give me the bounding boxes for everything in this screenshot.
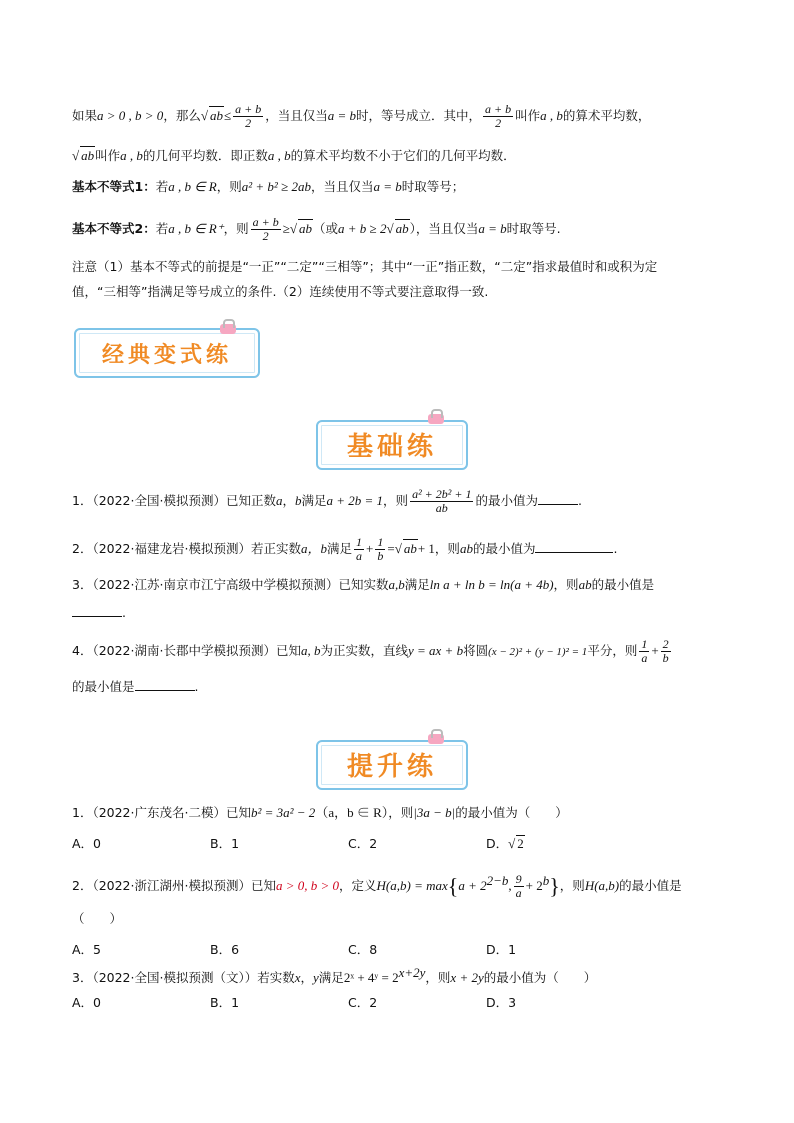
note-line-1: [72, 258, 657, 276]
advance-q1: [72, 804, 568, 822]
basic-q3: [72, 576, 654, 594]
sqrt-ab: ab: [209, 108, 223, 123]
answer-blank: [538, 504, 578, 505]
math: y: [313, 970, 319, 986]
sqrt-ab: ab: [395, 221, 409, 236]
banner-title: 经典变式练: [101, 342, 232, 368]
advance-q2-option-d: D．1: [486, 942, 517, 957]
math: a = b: [327, 108, 357, 123]
text: 1．（2022·全国·模拟预测）已知正数: [72, 493, 276, 508]
advance-q1-option-d: D．√ 2: [486, 836, 524, 851]
text: 满足: [326, 541, 352, 556]
banner-basic: [316, 410, 468, 470]
text: 时，等号成立．其中，: [356, 108, 482, 123]
sqrt-ab: ab: [403, 541, 417, 556]
math: a + 2: [458, 878, 487, 894]
answer-blank: [135, 690, 195, 691]
math: ab: [578, 577, 592, 592]
text: ，定义: [339, 878, 377, 894]
text: ，当且仅当: [265, 108, 328, 123]
text: 2．（2022·浙江湖州·模拟预测）已知: [72, 878, 276, 894]
text: 的最小值为（ ）: [483, 970, 597, 986]
advance-q2-option-a: A．5: [72, 942, 102, 957]
text: 的最小值为: [472, 541, 536, 556]
text: 3．（2022·江苏·南京市江宁高级中学模拟预测）已知实数: [72, 577, 389, 592]
advance-q3-option-d: D．3: [486, 995, 517, 1010]
note-line-2: [72, 283, 488, 301]
text: （ ）: [72, 911, 123, 926]
text: 为正实数，直线: [320, 643, 408, 658]
math: b² = 3a² − 2: [250, 805, 316, 820]
text: 的算术平均数不小于它们的几何平均数．: [290, 148, 516, 163]
text: ，则: [434, 541, 460, 556]
text: 的最小值是: [619, 878, 682, 894]
math: a² + b² ≥ 2ab: [241, 179, 311, 194]
text: 叫作: [95, 148, 121, 163]
text: 满足: [301, 493, 327, 508]
text: ，则: [383, 493, 409, 508]
math: a = b: [373, 179, 402, 194]
label: 基本不等式2：: [72, 221, 156, 236]
text: .: [194, 679, 199, 694]
text: 时取等号.: [506, 221, 561, 236]
text: ，则: [553, 577, 579, 592]
math: ,: [508, 878, 512, 894]
frac-1-over-b: $\frac{1}{b}$: [377, 535, 384, 563]
math: a = b: [478, 221, 507, 236]
paperclip-icon: [428, 414, 444, 424]
basic-q4-cont: [72, 678, 199, 696]
math: a + b ≥ 2: [338, 221, 387, 236]
advance-q1-option-a: A．0: [72, 836, 102, 851]
math: x + 2y: [450, 970, 484, 986]
text: ，那么: [163, 108, 201, 123]
text: ，则: [216, 179, 242, 194]
math: a , b ∈ R: [168, 179, 217, 194]
math: a > 0 , b > 0: [97, 108, 164, 123]
text: 满足: [404, 577, 430, 592]
text: ，: [282, 493, 295, 508]
math: ab: [459, 541, 473, 556]
text: ，: [300, 970, 314, 986]
text: 满足: [318, 970, 344, 986]
math: +: [651, 643, 659, 658]
basic-q1: [72, 488, 582, 515]
banner-advance: [316, 730, 468, 790]
text: .: [577, 493, 582, 508]
label: 基本不等式1：: [72, 179, 156, 194]
math: a , b ∈ R⁺: [168, 221, 224, 236]
advance-q3-option-b: B．1: [210, 995, 240, 1010]
text: 的最小值为（ ）: [455, 805, 568, 820]
text: .: [122, 605, 126, 620]
text: 的最小值为: [475, 493, 538, 508]
math: a: [275, 493, 283, 508]
text: 若: [155, 221, 169, 236]
text: ，则: [559, 878, 585, 894]
advance-q2-cont: [72, 910, 122, 928]
basic-q2: 2．（2022·福建龙岩·模拟预测）若正实数a，b满足 $\frac{1}{a}$ + $\frac{1}{b}$ =√ ab+ 1，则ab的最小值为 .: [72, 535, 618, 563]
frac-a-plus-b-over-2: $\frac{a + b}{2}$: [252, 215, 279, 243]
frac-a-plus-b-over-2: $\frac{a + b}{2}$: [235, 102, 262, 130]
advance-q1-option-c: C．2: [348, 836, 378, 851]
text: 若: [155, 179, 169, 194]
frac-9-over-a: $\frac{9}{a}$: [515, 872, 522, 901]
text: 叫作: [515, 108, 541, 123]
advance-q2-option-c: C．8: [348, 942, 378, 957]
answer-blank: [535, 552, 613, 553]
text: 平分，则: [587, 643, 638, 658]
math: ≥: [282, 221, 290, 236]
answer-blank: [72, 616, 122, 617]
math: +: [366, 541, 374, 556]
basic-q3-cont: [72, 604, 126, 622]
advance-q2: 2．（2022·浙江湖州·模拟预测）已知a > 0, b > 0，定义$H(a,b) = \max\{a + 2^{2-b}$, $\frac{9}{a}$ + $2^b$}，则H(a,b)的最小值是: [72, 872, 682, 901]
math: ≤: [223, 108, 232, 123]
math: a , b: [267, 148, 291, 163]
math: （a，b ∈ R）: [315, 805, 389, 820]
intro-line-2: √ ab叫作a , b的几何平均数．即正数a , b的算术平均数不小于它们的几何平均数．: [72, 148, 516, 163]
sqrt-2: 2: [517, 836, 524, 851]
math: x: [294, 970, 301, 986]
sqrt-ab: ab: [81, 148, 95, 163]
frac-2-over-b: $\frac{2}{b}$: [662, 637, 669, 665]
math-sup: x+2y: [398, 965, 426, 980]
math: + 1: [417, 541, 435, 556]
paperclip-icon: [220, 324, 236, 334]
basic-inequality-2: 基本不等式2：若a , b ∈ R⁺，则 $\frac{a + b}{2}$ ≥√ ab（或a + b ≥ 2√ ab），当且仅当a = b时取等号.: [72, 215, 561, 243]
frac-a-plus-b-over-2: $\frac{a + b}{2}$: [485, 102, 512, 130]
banner-title: 基础练: [346, 432, 437, 462]
text: ，则: [425, 970, 451, 986]
frac-1-over-a: $\frac{1}{a}$: [641, 637, 648, 665]
math-sup: b: [542, 873, 550, 888]
math: H(a,b) = max: [376, 878, 448, 894]
frac-1-over-a: $\frac{1}{a}$: [356, 535, 362, 563]
math: H(a,b): [584, 878, 620, 894]
advance-q3: [72, 964, 596, 987]
math: y = ax + b: [407, 643, 464, 658]
basic-inequality-1: [72, 178, 464, 196]
text: 的最小值是: [72, 679, 135, 694]
advance-q1-option-b: B．1: [210, 836, 240, 851]
math: a，b: [300, 541, 327, 556]
option-label: D．: [486, 836, 509, 851]
text: 1．（2022·广东茂名·二模）已知: [72, 805, 251, 820]
advance-q3-option-c: C．2: [348, 995, 378, 1010]
math: a,b: [388, 577, 405, 592]
text: ，则: [223, 221, 249, 236]
frac-q1: $\frac{\text{a² + 2b² + 1}}{ab}$: [412, 487, 472, 515]
basic-q4: [72, 638, 673, 665]
math: a + 2b = 1: [326, 493, 384, 508]
text: 4．（2022·湖南·长郡中学模拟预测）已知: [72, 643, 301, 658]
text: ），当且仅当: [409, 221, 479, 236]
math: 2ˣ + 4ʸ = 2: [343, 970, 399, 986]
intro-line-1: 如果a > 0 , b > 0，那么√ ab≤ $\frac{a + b}{2}$ ，当且仅当a = b时，等号成立．其中， $\frac{a + b}{2}$ 叫作a , b的算术平均数，: [72, 102, 651, 130]
text: 如果: [72, 108, 98, 123]
text: 值，“三相等”指满足等号成立的条件.（2）连续使用不等式要注意取得一致.: [72, 284, 489, 299]
text: 的最小值是: [591, 577, 655, 592]
math-sup: 2−b: [486, 873, 509, 888]
math: ln a + ln b = ln(a + 4b): [429, 577, 554, 592]
banner-classic: [74, 320, 260, 378]
text: （或: [313, 221, 339, 236]
text: 的算术平均数，: [562, 108, 651, 123]
math-highlight: a > 0, b > 0: [275, 878, 340, 894]
text: .: [613, 541, 618, 556]
text: 将圆: [463, 643, 489, 658]
text: 注意（1）基本不等式的前提是“一正”“二定”“三相等”；其中“一正”指正数，“二定”指求最值时和或积为定: [72, 259, 658, 274]
advance-q3-option-a: A．0: [72, 995, 102, 1010]
text: ，当且仅当: [310, 179, 374, 194]
math: a , b: [540, 108, 563, 123]
math: a, b: [300, 643, 321, 658]
math: (x − 2)² + (y − 1)² = 1: [488, 646, 588, 658]
text: 2．（2022·福建龙岩·模拟预测）若正实数: [72, 541, 301, 556]
text: 时取等号；: [401, 179, 465, 194]
text: 的几何平均数．即正数: [142, 148, 268, 163]
text: 3．（2022·全国·模拟预测（文））若实数: [72, 970, 295, 986]
math: a , b: [120, 148, 143, 163]
math: + 2: [525, 878, 543, 894]
text: ，则: [388, 805, 414, 820]
math: |3a − b|: [413, 805, 456, 820]
advance-q2-option-b: B．6: [210, 942, 240, 957]
math: b: [294, 493, 302, 508]
math: =: [387, 541, 395, 556]
sqrt-ab: ab: [299, 221, 313, 236]
paperclip-icon: [428, 734, 444, 744]
banner-title: 提升练: [346, 752, 437, 782]
